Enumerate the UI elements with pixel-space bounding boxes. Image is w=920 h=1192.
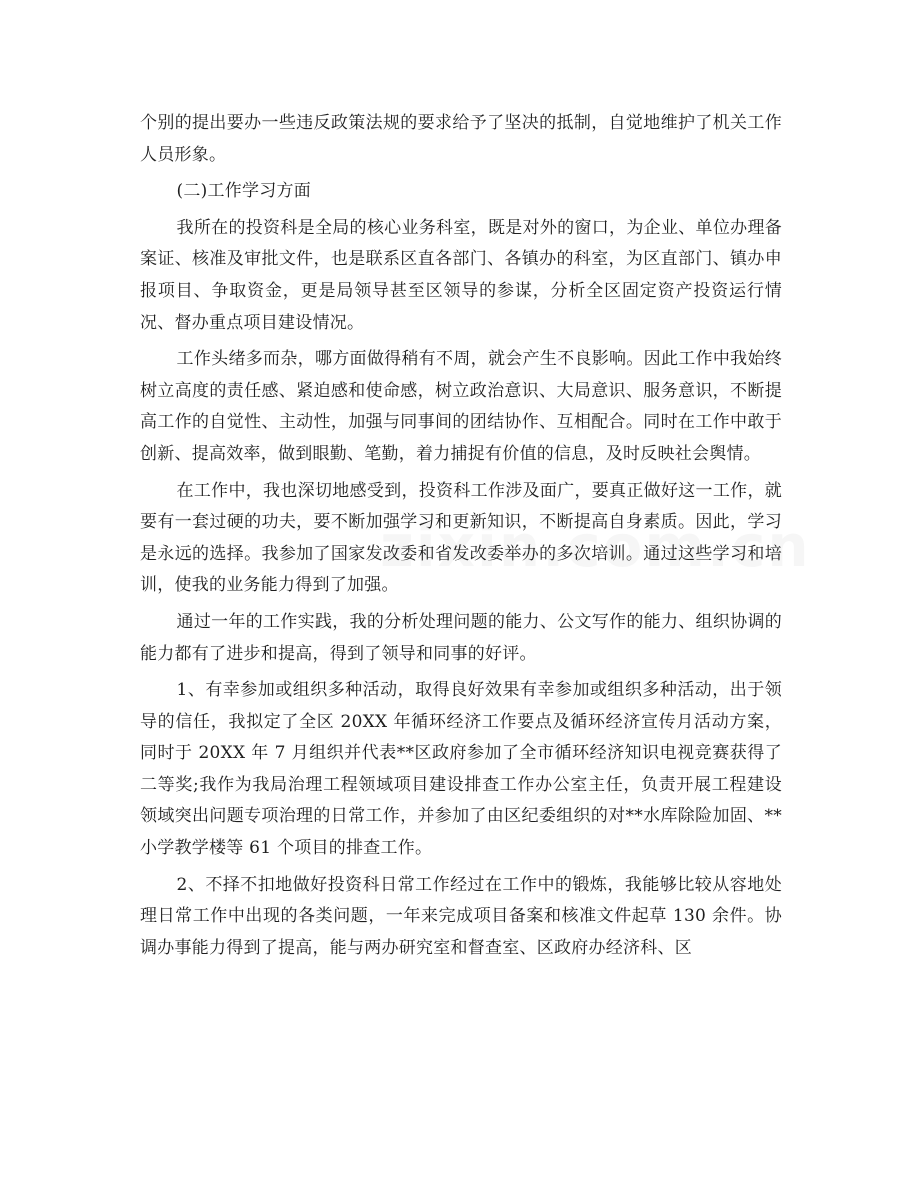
paragraph-continuation: 个别的提出要办一些违反政策法规的要求给予了坚决的抵制，自觉地维护了机关工作人员形象。 <box>140 113 782 165</box>
document-body <box>140 108 782 969</box>
section-heading: (二)工作学习方面 <box>176 181 312 202</box>
paragraph: 我所在的投资科是全局的核心业务科室，既是对外的窗口，为企业、单位办理备案证、核准及审批文件，也是联系区直各部门、各镇办的科室，为区直部门、镇办申报项目、争取资金，更是局领导甚至区领导的参谋，分析全区固定资产投资运行情况、督办重点项目建设情况。 <box>140 217 782 333</box>
paragraph: 工作头绪多而杂，哪方面做得稍有不周，就会产生不良影响。因此工作中我始终树立高度的责任感、紧迫感和使命感，树立政治意识、大局意识、服务意识，不断提高工作的自觉性、主动性，加强与同事间的团结协作、互相配合。同时在工作中敢于创新、提高效率，做到眼勤、笔勤，着力捕捉有价值的信息，及时反映社会舆情。 <box>140 349 782 464</box>
paragraph: 通过一年的工作实践，我的分析处理问题的能力、公文写作的能力、组织协调的能力都有了进步和提高，得到了领导和同事的好评。 <box>140 611 782 664</box>
list-item-paragraph: 2、不择不扣地做好投资科日常工作经过在工作中的锻炼，我能够比较从容地处理日常工作中出现的各类问题，一年来完成项目备案和核准文件起草 130 余件。协调办事能力得到了提高，能与两办研究室和督查室、区政府办经济科、区 <box>140 874 782 958</box>
paragraph: 在工作中，我也深切地感受到，投资科工作涉及面广，要真正做好这一工作，就要有一套过硬的功夫，要不断加强学习和更新知识，不断提高自身素质。因此，学习是永远的选择。我参加了国家发改委和省发改委举办的多次培训。通过这些学习和培训，使我的业务能力得到了加强。 <box>140 480 782 596</box>
list-item-paragraph: 1、有幸参加或组织多种活动，取得良好效果有幸参加或组织多种活动，出于领导的信任，我拟定了全区 20XX 年循环经济工作要点及循环经济宣传月活动方案，同时于 20XX 年 7 月组织并代表**区政府参加了全市循环经济知识电视竞赛获得了二等奖;我作为我局治理工程领域项目建设排查工作办公室主任，负责开展工程建设领域突出问题专项治理的日常工作，并参加了由区纪委组织的对**水库除险加固、**小学教学楼等 61 个项目的排查工作。 <box>140 680 782 859</box>
